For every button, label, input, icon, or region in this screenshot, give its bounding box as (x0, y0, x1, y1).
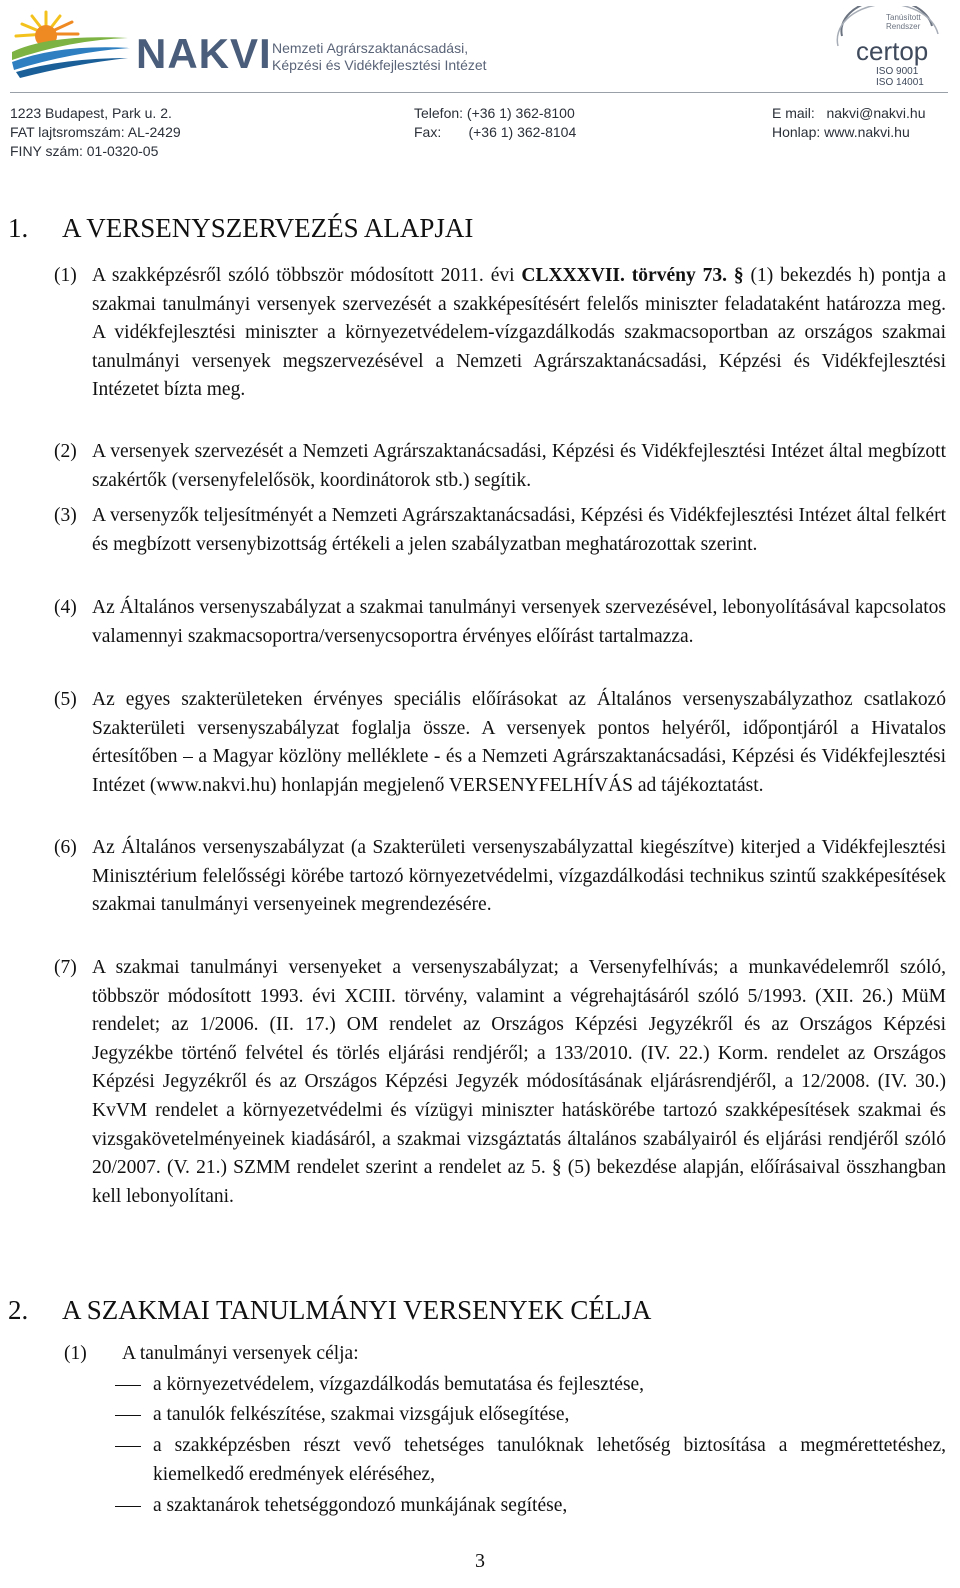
dash-bullet-icon (115, 1506, 141, 1507)
cert-small-text1: Tanúsított (886, 13, 921, 22)
cert-iso14001: ISO 14001 (876, 77, 924, 88)
dash-bullet-icon (115, 1415, 141, 1416)
paragraph-number: (7) (54, 957, 77, 978)
fat-line: FAT lajtsromszám: AL-2429 (10, 124, 181, 140)
finy-line: FINY szám: 01-0320-05 (10, 143, 159, 159)
paragraph-number: (1) (64, 1343, 87, 1364)
web-line: Honlap: www.nakvi.hu (772, 124, 910, 140)
paragraph-number: (4) (54, 597, 77, 618)
paragraph-text: A versenyzők teljesítményét a Nemzeti Agrárszaktanácsadási, Képzési és Vidékfejlesztési Intézet által felkért és megbízott versenybizottság értékeli a jelen szabályzatban meghatározottak szerint. (92, 505, 946, 555)
paragraph-text: Az Általános versenyszabályzat a szakmai tanulmányi versenyek szervezésével, lebonyolításával kapcsolatos valamennyi szakmacsoportra/versenycsoportra érvényes előírást tartalmazza. (92, 597, 946, 647)
institute-name-line1: Nemzeti Agrárszaktanácsadási, (272, 40, 469, 56)
list-item-text: a környezetvédelem, vízgazdálkodás bemutatása és fejlesztése, (153, 1374, 645, 1395)
paragraph-number: (6) (54, 837, 77, 858)
section1-title: A VERSENYSZERVEZÉS ALAPJAI (62, 213, 474, 243)
contact-block (772, 104, 926, 142)
law-reference: CLXXXVII. törvény 73. § (521, 265, 744, 286)
cert-iso9001: ISO 9001 (876, 66, 919, 77)
certop-certification-icon (828, 6, 946, 88)
phone-line: Telefon: (+36 1) 362-8100 (414, 105, 575, 121)
paragraph-number: (5) (54, 689, 77, 710)
paragraph-text: A szakképzésről szóló többször módosított 2011. évi (92, 265, 522, 286)
section2-heading (8, 1294, 651, 1326)
list-item-text: a szakképzésben részt vevő tehetséges tanulóknak lehetőség biztosítása a megmérettetéshez, kiemelkedő eredmények eléréséhez, (153, 1435, 946, 1485)
fax-line: Fax: (+36 1) 362-8104 (414, 124, 577, 140)
section1-paragraph-3 (54, 502, 946, 559)
section1-paragraph-7 (54, 954, 946, 1211)
section2-number: 2. (8, 1295, 29, 1325)
section1-paragraph-4 (54, 594, 946, 651)
dash-bullet-icon (115, 1385, 141, 1386)
list-item-text: a tanulók felkészítése, szakmai vizsgájuk elősegítése, (153, 1404, 570, 1425)
list-item (115, 1432, 946, 1489)
paragraph-text: Az Általános versenyszabályzat (a Szakterületi versenyszabályzattal kiegészítve) kiterjed a Vidékfejlesztési Minisztérium felelősségi körébe tartozó környezetvédelmi, vízgazdálkodási technikus szintű szakképesítések szakmai tanulmányi versenyeinek megrendezésére. (92, 837, 946, 916)
address-line: 1223 Budapest, Park u. 2. (10, 105, 172, 121)
section1-paragraph-6 (54, 834, 946, 920)
section2-intro (64, 1340, 946, 1369)
header-divider (10, 92, 948, 93)
paragraph-text: A szakmai tanulmányi versenyeket a versenyszabályzat; a Versenyfelhívás; a munkavédelemről szóló, többször módosított 1993. évi XCIII. törvény, valamint a végrehajtásáról szóló 5/1993. (XII. 26.) MüM rendelet; az 1/2006. (II. 17.) OM rendelet az Országos Képzési Jegyzékről és az Országos Képzési Jegyzékbe történő felvétel és törlés eljárási rendjéről; a 133/2010. (IV. 22.) Korm. rendelet az Országos Képzési Jegyzékről és az Országos Képzési Jegyzék módosításának eljárásrendjéről, a 12/2008. (IV. 30.) KvVM rendelet a környezetvédelmi és vízügyi miniszter hatáskörébe tartozó szakképesítések szakmai és vizsgakövetelményeinek kiadásáról, a szakmai vizsgáztatás általános szabályairól és eljárási rendjéről szóló 20/2007. (V. 21.) SZMM rendelet szerint a rendelet az 5. § (5) bekezdése alapján, előírásaival összhangban kell lebonyolítani. (92, 957, 946, 1207)
paragraph-number: (1) (54, 265, 77, 286)
paragraph-text: A versenyek szervezését a Nemzeti Agrárszaktanácsadási, Képzési és Vidékfejlesztési Intézet által megbízott szakértők (versenyfelelősök, koordinátorok stb.) segítik. (92, 441, 946, 491)
cert-brand-text: certop (856, 36, 929, 66)
list-item (115, 1401, 946, 1430)
dash-bullet-icon (115, 1446, 141, 1447)
paragraph-text: Az egyes szakterületeken érvényes speciális előírásokat az Általános versenyszabályzathoz csatlakozó Szakterületi versenyszabályzat foglalja össze. A versenyek pontos helyéről, időpontjáról a Hivatalos értesítőben – a Magyar közlöny melléklete - és a Nemzeti Agrárszaktanácsadási, Képzési és Vidékfejlesztési Intézet (www.nakvi.hu) honlapján megjelenő VERSENYFELHÍVÁS ad tájékoztatást. (92, 689, 946, 796)
logo-wordmark: NAKVI (136, 30, 272, 77)
list-item (115, 1371, 946, 1400)
paragraph-text-cont: (1) bekezdés h) pontja a szakmai tanulmányi versenyek szervezését a szakképesítésért felelős miniszter feladataként határozza meg. A vidékfejlesztési miniszter a környezetvédelem-vízgazdálkodás szakmacsoportban az országos szakmai tanulmányi versenyek megszervezésével a Nemzeti Agrárszaktanácsadási, Képzési és Vidékfejlesztési Intézetet bízta meg. (92, 265, 946, 401)
cert-small-text2: Rendszer (886, 22, 921, 31)
address-block (10, 104, 181, 161)
email-line: E mail: nakvi@nakvi.hu (772, 105, 926, 121)
section2-title: A SZAKMAI TANULMÁNYI VERSENYEK CÉLJA (62, 1295, 652, 1325)
section1-paragraph-1 (54, 262, 946, 405)
list-item-text: a szaktanárok tehetséggondozó munkájának segítése, (153, 1495, 568, 1516)
institute-name (272, 40, 487, 74)
phone-block (414, 104, 576, 142)
paragraph-text: A tanulmányi versenyek célja: (122, 1343, 359, 1364)
paragraph-number: (3) (54, 505, 77, 526)
page-number: 3 (475, 1550, 485, 1572)
section1-paragraph-2 (54, 438, 946, 495)
nakvi-logo-icon (10, 8, 130, 80)
list-item (115, 1492, 946, 1521)
section1-number: 1. (8, 213, 29, 243)
section1-heading (8, 212, 473, 244)
paragraph-number: (2) (54, 441, 77, 462)
section1-paragraph-5 (54, 686, 946, 800)
institute-name-line2: Képzési és Vidékfejlesztési Intézet (272, 57, 487, 73)
